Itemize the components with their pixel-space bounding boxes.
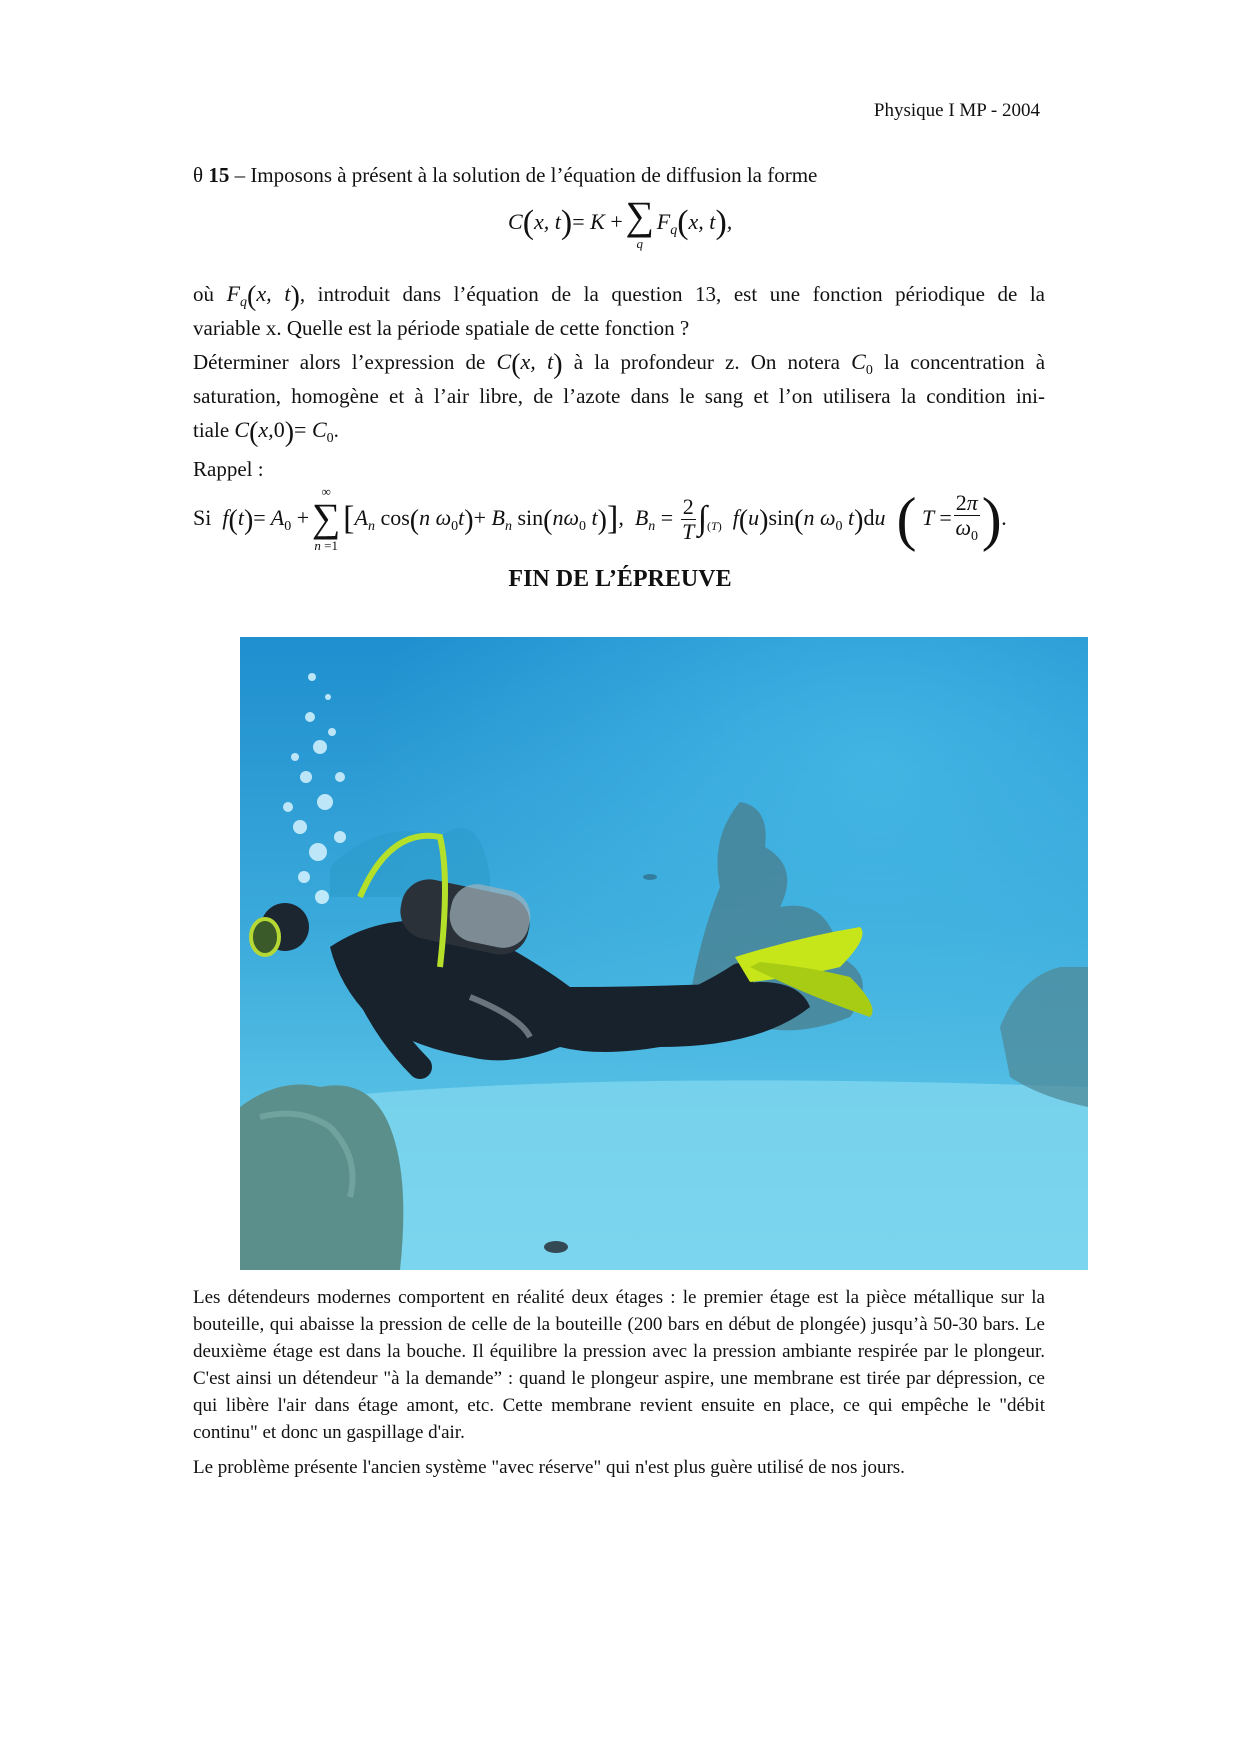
paragraph-determine-line3: tiale $C(x,0)= C_0$. [193,417,339,448]
fish [544,1241,568,1253]
equation-fourier-series: Si $f(t)= A_0$ + ∞ ∑ n =1 [$A_n$ cos(n $\omega_0t)+ B_n$ $\sin(n\omega_0$ t)], $B_n$ = $\frac{2}{T}$ $\int_{(T)}$ f(u)sin(n $\omega_0$ t)du ( T = $\frac{2\pi}{\omega_0}$ ). [193,483,1008,553]
diver-photo [240,637,1088,1270]
end-title: FIN DE L’ÉPREUVE [508,566,732,592]
paragraph-fq-line2: variable x. Quelle est la période spatiale de cette fonction ? [193,316,690,340]
equation-solution-form: C(x, t)= K + ∑ q $F_q(x$, t), [508,193,733,251]
question-text: Imposons à présent à la solution de l’équation de diffusion la forme [250,163,818,187]
diver-illustration [240,637,1088,1270]
coral-left [240,1085,403,1271]
question-number: 15 [208,163,230,187]
rappel-label: Rappel : [193,457,264,481]
page-header: Physique I MP - 2004 [873,100,1040,121]
note-paragraph-2: Le problème présente l'ancien système "avec réserve" qui n'est plus guère utilisé de nos jours. [193,1457,905,1478]
paragraph-determine: Déterminer alors l’expression de C(x, t) à la profondeur z. On notera $C_0$ la concentration à [193,349,1046,380]
question-symbol: θ [193,163,204,187]
note-paragraph-1: Les détendeurs modernes comportent en réalité deux étages : le premier étage est la pièce métallique sur la bouteille, qui abaisse la pression de celle de la bouteille (200 bars en début de plongée) jusqu’à 50-30 bars. Le deuxième étage est dans la bouche. Il équilibre la pression avec la pression ambiante respirée par le plongeur. C'est ainsi un détendeur "à la demande” : quand le plongeur aspire, une membrane est tirée par dépression, ce qui libère l'air dans étage amont, etc. Cette membrane revient ensuite en place, ce qui empêche le "débit continu" et donc un gaspillage d'air. [193,1287,1045,1443]
question-dash: – [234,163,246,187]
paragraph-determine-line2: saturation, homogène et à l’air libre, de l’azote dans le sang et l’on utilisera la condition ini- [193,384,1045,408]
paragraph-fq: où $F_q(x$, t), introduit dans l’équation de la question 13, est une fonction périodique de la [193,281,1046,312]
question-intro [193,158,1045,192]
